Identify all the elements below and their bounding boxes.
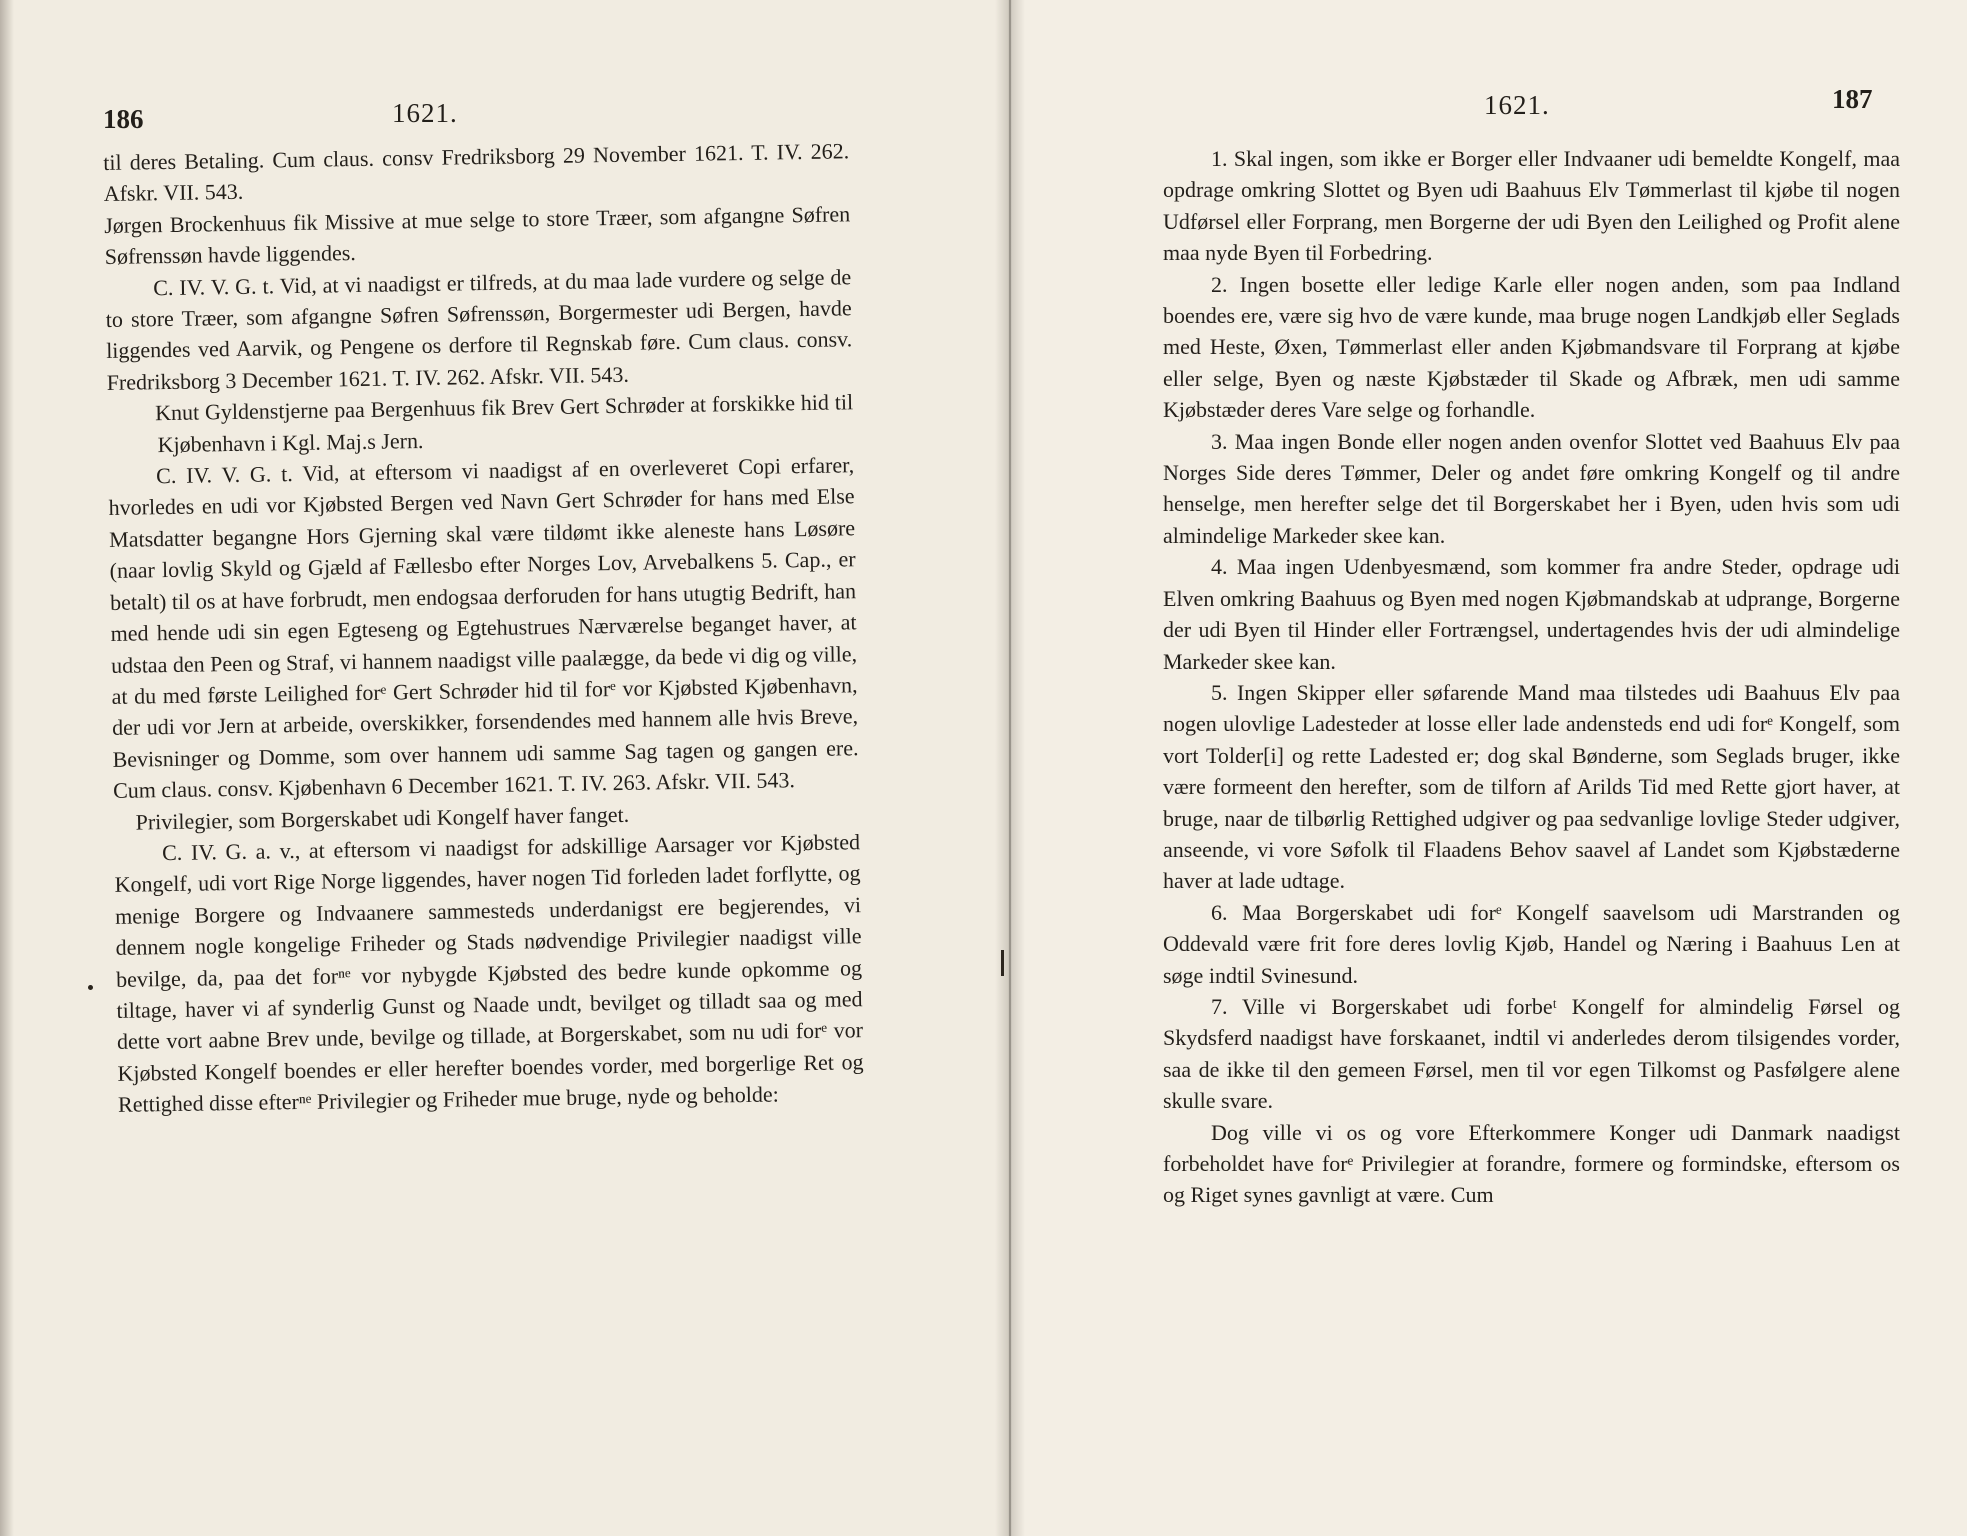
paragraph: Dog ville vi os og vore Efterkommere Konger udi Danmark naadigst forbeholdet have forᵉ Privilegier at forandre, formere og formindske, eftersom os og Riget synes gavnligt at være. Cum — [1163, 1119, 1900, 1208]
paragraph: 4. Maa ingen Udenbyesmænd, som kommer fra andre Steder, opdrage udi Elven omkring Baahuus og Byen med nogen Kjøbmandskab at udprange, Borgerne der udi Byen til Hinder eller Fortrængsel, undertagendes hvis der udi almindelige Markeder skee kan. — [1163, 554, 1900, 674]
left-page-number: 186 — [103, 104, 144, 134]
right-page-number: 187 — [1832, 84, 1873, 114]
right-page — [1010, 0, 1967, 1536]
paragraph: 2. Ingen bosette eller ledige Karle eller nogen anden, som paa Indland boendes ere, være sig hvo de være kunde, maa bruge nogen Landkjøb eller Seglads med Heste, Øxen, Tømmerlast eller anden Kjøbmandsvare til Forprang at kjøbe eller selge, Byen og næste Kjøbstæder til Skade og Afbræk, men udi samme Kjøbstæder deres Vare selge og forhandle. — [1163, 271, 1900, 423]
paragraph: 5. Ingen Skipper eller søfarende Mand maa tilstedes udi Baahuus Elv paa nogen ulovlige Ladesteder at losse eller lade andensteds end udi forᵉ Kongelf, som vort Tolder[i] og rette Ladested er; dog skal Bønderne, som Seglads bruger, ikke være formeent den herefter, som de tilforn af Arilds Tid med Rette gjort haver, at bruge, naar de tilbørlig Rettighed udgiver og paa sedvanlige lovlige Steder udgiver, anseende, vi vore Søfolk til Flaadens Behov saavel af Landet som Kjøbstæderne haver at lade udtage. — [1163, 679, 1900, 894]
paragraph: 6. Maa Borgerskabet udi forᵉ Kongelf saavelsom udi Marstranden og Oddevald være frit fore deres lovlig Kjøb, Handel og Næring i Baahuus Len at søge indtil Svinesund. — [1163, 899, 1900, 988]
section-heading: Privilegier, som Borgerskabet udi Kongelf haver fanget. — [135, 801, 630, 835]
left-body-text — [103, 135, 864, 1120]
paragraph: C. IV. V. G. t. Vid, at vi naadigst er tilfreds, at du maa lade vurdere og selge de to store Træer, som afgangne Søfren Søfrenssøn, Borgermester udi Bergen, havde liggendes ved Aarvik, og Pengene os derfore til Regnskab føre. Cum claus. consv. Fredriksborg 3 December 1621. T. IV. 262. Afskr. VII. 543. — [105, 263, 853, 395]
paragraph: 1. Skal ingen, som ikke er Borger eller Indvaaner udi bemeldte Kongelf, maa opdrage omkring Slottet og Byen udi Baahuus Elv Tømmerlast til kjøbe til nogen Udførsel eller Forprang, men Borgerne der udi Byen den Leilighed og Profit alene maa nyde Byen til Forbedring. — [1163, 146, 1900, 266]
book-gutter — [995, 0, 1025, 1536]
paragraph: C. IV. V. G. t. Vid, at eftersom vi naadigst af en overleveret Copi erfarer, hvorledes en udi vor Kjøbsted Bergen ved Navn Gert Schrøder for hans med Else Matsdatter begangne Hors Gjerning skal være tildømt ikke aleneste hans Løsøre (naar lovlig Skyld og Gjæld af Fællesbo efter Norges Lov, Arvebalkens 5. Cap., er betalt) til os at have forbrudt, men endogsaa derforuden for hans utugtig Bedrift, han med hende udi sin egen Egteseng og Egtehustrues Nærværelse beganget haver, at udstaa den Peen og Straf, vi hannem naadigst ville paalægge, da bede vi dig og ville, at du med første Leilighed forᵉ Gert Schrøder hid til forᵉ vor Kjøbsted Kjøbenhavn, der udi vor Jern at arbeide, overskikker, forsendendes med hannem alle hvis Breve, Bevisninger og Domme, som over hannem udi samme Sag tagen og gangen ere. Cum claus. consv. Kjøbenhavn 6 December 1621. T. IV. 263. Afskr. VII. 543. — [108, 452, 859, 804]
right-running-head: 1621. — [1484, 90, 1550, 120]
paragraph: til deres Betaling. Cum claus. consv Fredriksborg 29 November 1621. T. IV. 262. Afskr. VII. 543. — [103, 138, 850, 207]
paragraph: 3. Maa ingen Bonde eller nogen anden ovenfor Slottet ved Baahuus Elv paa Norges Side deres Tømmer, Deler og andet føre omkring Kongelf og til andre henselge, men herefter selge det til Borgerskabet her i Byen, uden hvis som udi almindelige Markeder skee kan. — [1163, 428, 1900, 548]
summary-heading: Knut Gyldenstjerne paa Bergenhuus fik Brev Gert Schrøder at forskikke hid til Kjøbenhavn i Kgl. Maj.s Jern. — [154, 389, 854, 457]
paragraph: 7. Ville vi Borgerskabet udi forbeᵗ Kongelf for almindelig Førsel og Skydsferd naadigst have forskaanet, indtil vi anderledes derom tilsigendes vorder, saa de ikke til den gemeen Førsel, men til vor egen Tilkomst og Pasfølgere alene skulle svare. — [1163, 993, 1900, 1114]
left-running-head: 1621. — [392, 98, 458, 128]
right-body-text — [1163, 143, 1900, 1211]
margin-dot — [88, 985, 93, 990]
page-edge-shadow — [0, 0, 14, 1536]
summary-heading: Jørgen Brockenhuus fik Missive at mue selge to store Træer, som afgangne Søfren Søfrenssøn havde liggendes. — [104, 201, 851, 270]
paragraph: C. IV. G. a. v., at eftersom vi naadigst for adskillige Aarsager vor Kjøbsted Kongelf, udi vort Rige Norge liggendes, haver nogen Tid forleden ladet forflytte, og menige Borgere og Indvaanere sammesteds underdanigst ere begjerendes, vi dennem nogle kongelige Friheder og Stads nødvendige Privilegier naadigst ville bevilge, da, paa det forⁿᵉ vor nybygde Kjøbsted des bedre kunde opkomme og tiltage, haver vi af synderlig Gunst og Naade undt, bevilget og tilladt saa og med dette vort aabne Brev unde, bevilge og tillade, at Borgerskabet, som nu udi forᵉ vor Kjøbsted Kongelf boendes er eller herefter boendes vorder, med borgerlige Ret og Rettighed disse efterⁿᵉ Privilegier og Friheder mue bruge, nyde og beholde: — [114, 829, 864, 1118]
